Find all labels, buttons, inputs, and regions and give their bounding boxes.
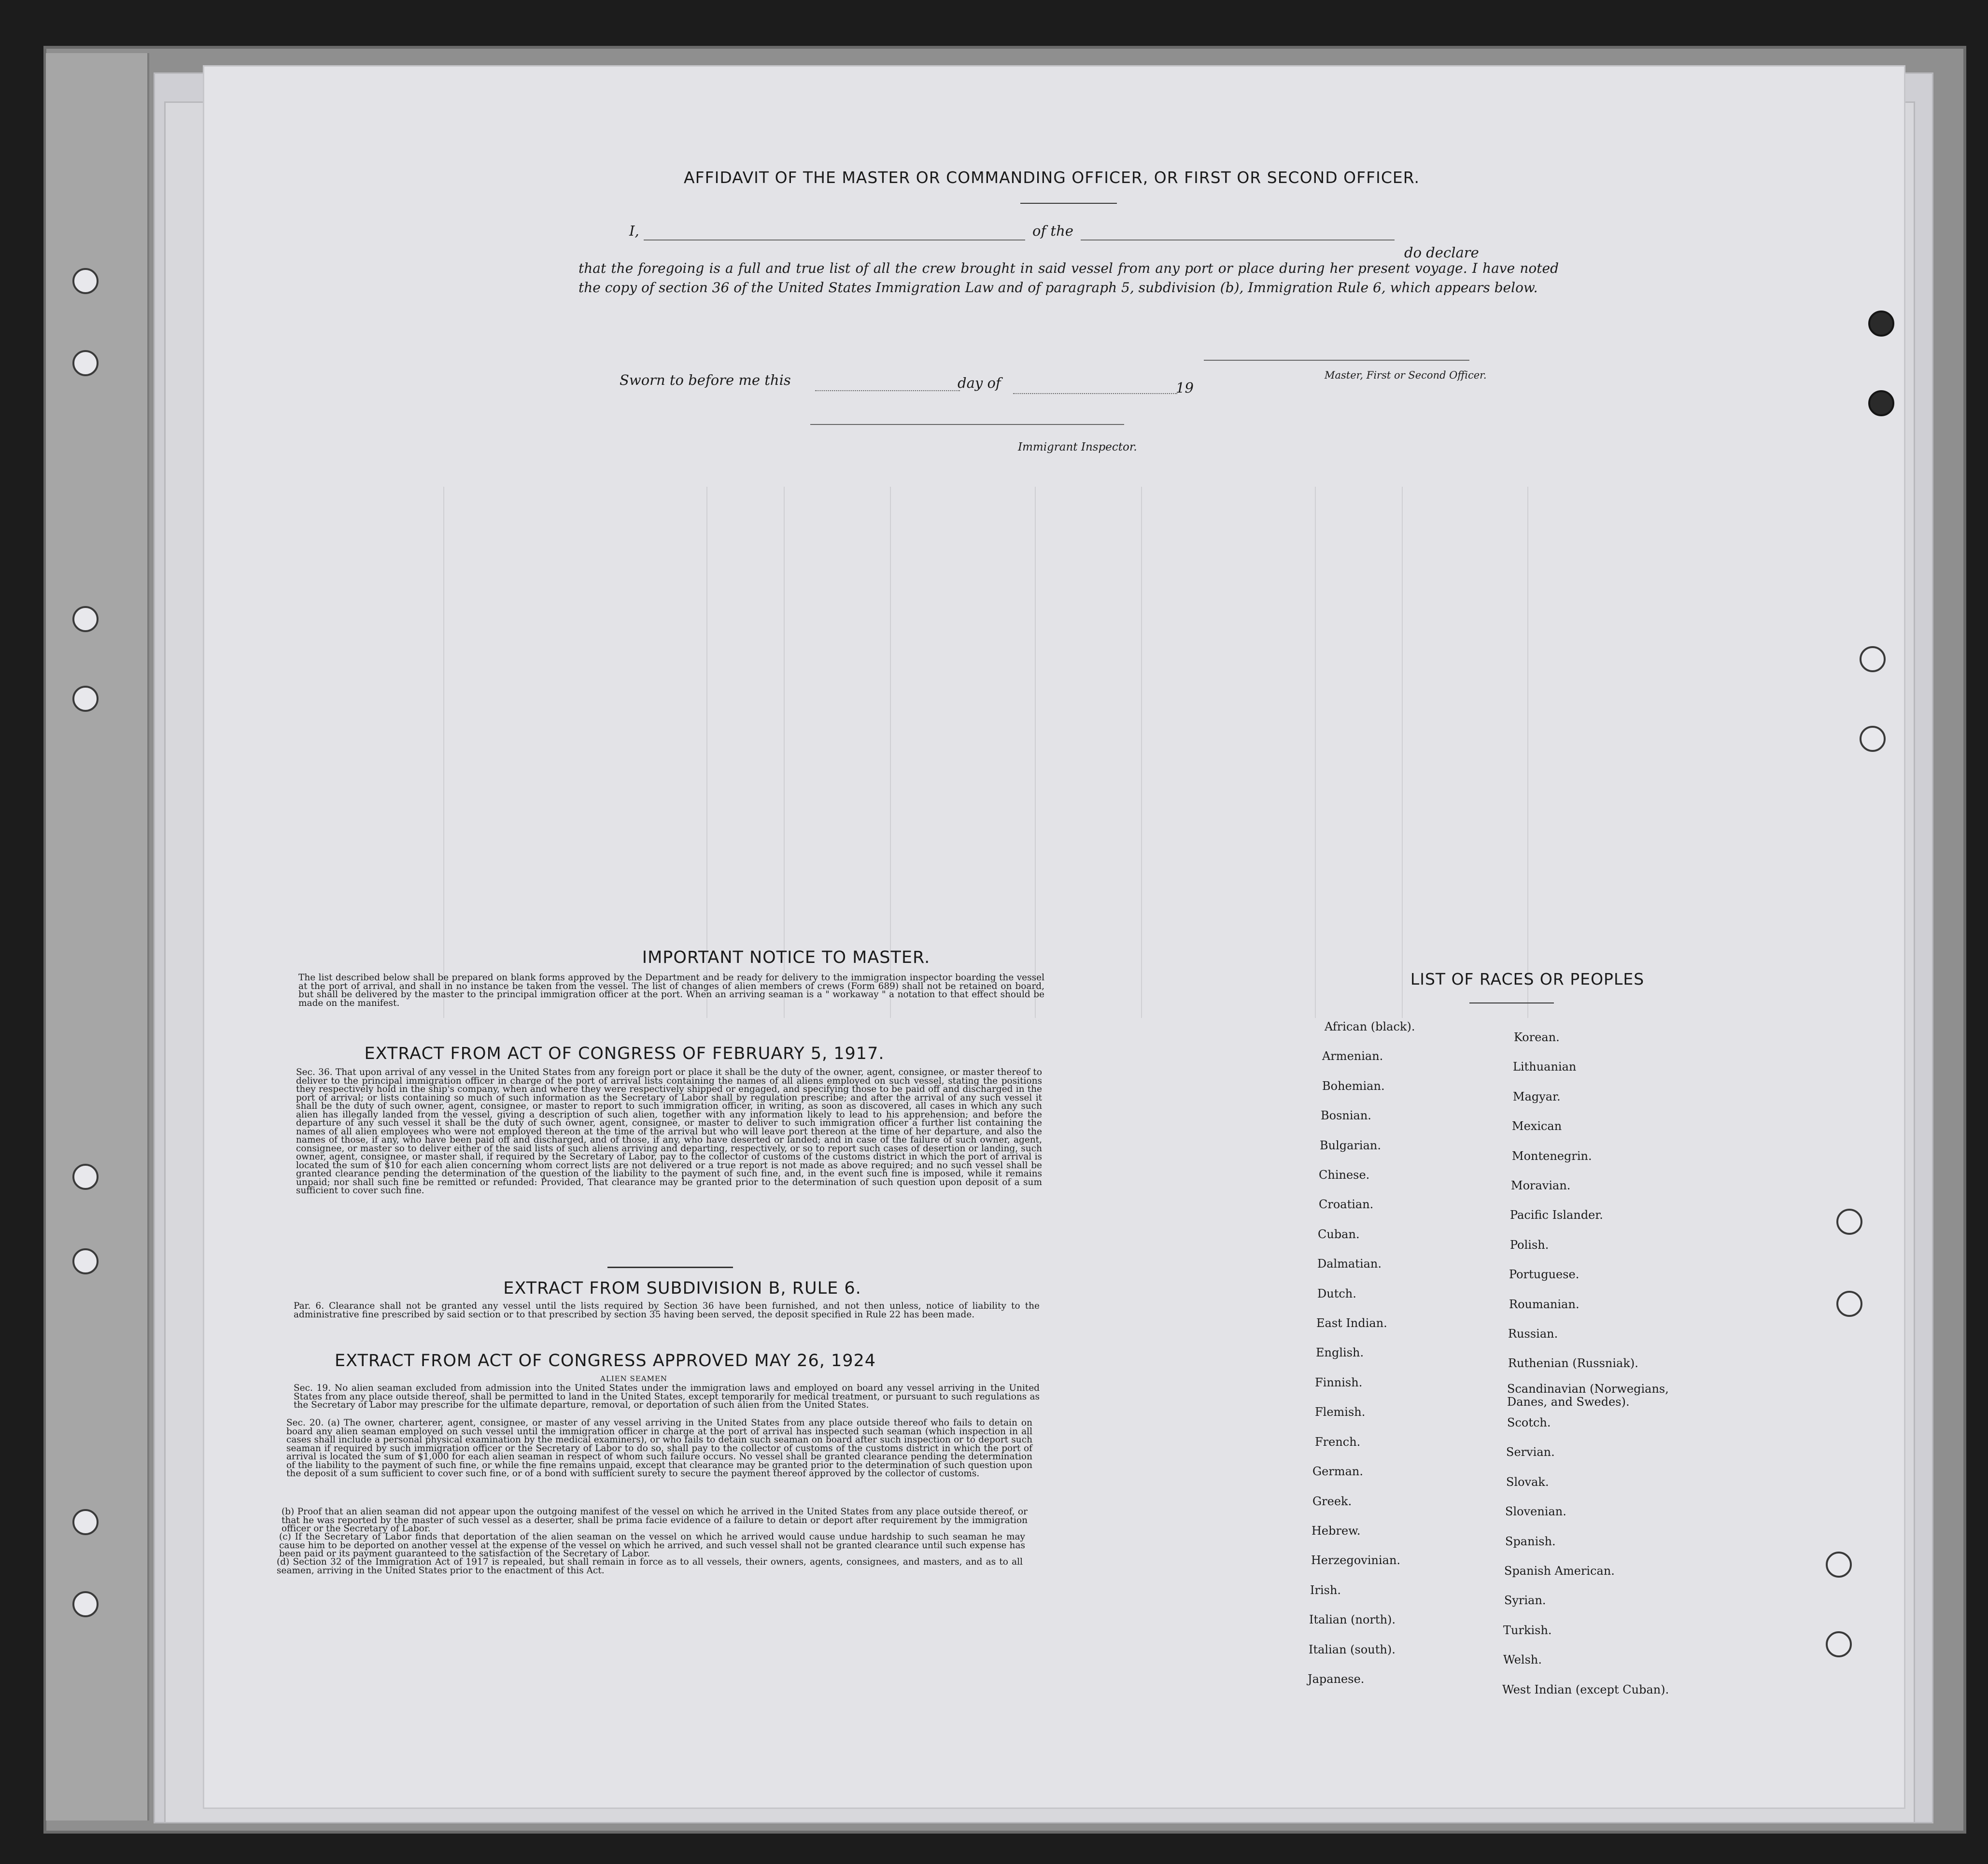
ledger-column-line — [1035, 487, 1036, 1018]
sworn-day-line — [815, 390, 960, 391]
extract-1917-rule — [607, 1267, 733, 1268]
extract-1924-subtitle: ALIEN SEAMEN — [600, 1374, 668, 1383]
race-item: Scotch. — [1507, 1415, 1551, 1429]
race-item: Slovak. — [1506, 1475, 1549, 1489]
binder-hole — [72, 1509, 99, 1535]
race-item: Chinese. — [1319, 1168, 1370, 1182]
race-item: Croatian. — [1319, 1198, 1374, 1212]
race-item: Roumanian. — [1509, 1297, 1579, 1311]
race-item: Moravian. — [1511, 1179, 1571, 1193]
binder-hole — [72, 350, 99, 376]
punch-hole — [1826, 1631, 1852, 1657]
race-item: German. — [1312, 1465, 1363, 1479]
extract-rule6-text: Par. 6. Clearance shall not be granted any vessel until the lists required by Section 36 have been furnished, and not then unless, notice of liability to the administrative fine prescribed by said section or to that prescribed by section 35 having been served, the deposit specified in Rule 22 has been made. — [294, 1301, 1040, 1320]
races-title: LIST OF RACES OR PEOPLES — [1410, 970, 1645, 988]
race-item: East Indian. — [1316, 1316, 1387, 1330]
punch-hole — [1868, 390, 1894, 416]
extract-1917-text: Sec. 36. That upon arrival of any vessel in the United States from any foreign port or place it shall be the duty of the owner, agent, consignee, or master thereof to deliver to the principal immigration officer in charge of the port of arrival lists containing the names of all aliens employed on such vessel, stating the positions they respectively hold in the ship's company, when and where they were respectively shipped or engaged, and specifying those to be paid off and discharged in the port of arrival; or lists containing so much of such information as the Secretary of Labor shall by regulation prescribe; and after the arrival of any such vessel it shall be the duty of such owner, agent, consignee, or master to report to such immigration officer, in writing, as soon as discovered, all cases in which any such alien has illegally landed from the vessel, giving a description of such alien, together with any information likely to lead to his apprehension; and before the departure of any such vessel it shall be the duty of such owner, agent, consignee, or master to deliver to such immigration officer a further list containing the names of all alien employees who were not employed thereon at the time of the arrival but who will leave port thereon at the time of her departure, and also the names of those, if any, who have been paid off and discharged, and of those, if any, who have deserted or landed; and in case of the failure of such owner, agent, consignee, or master so to deliver either of the said lists of such aliens arriving and departing, respectively, or so to report such cases of desertion or landing, such owner, agent, consignee, or master shall, if required by the Secretary of Labor, pay to the collector of customs of the customs district in which the port of arrival is located the sum of $10 for each alien concerning whom correct lists are not delivered or a true report is not made as above required; and no such vessel shall be granted clearance pending the determination of the question of the liability to the payment of such fine, and, in the event such fine is imposed, while it remains unpaid; nor shall such fine be remitted or refunded: Provided, That clearance may be granted prior to the determination of such question upon deposit of a sum sufficient to cover such fine. — [296, 1067, 1042, 1196]
race-item: Greek. — [1312, 1494, 1352, 1508]
race-item: Servian. — [1506, 1445, 1555, 1459]
races-left-column — [1308, 1012, 1518, 1694]
punch-hole — [1826, 1552, 1852, 1578]
race-item: Pacific Islander. — [1510, 1208, 1603, 1222]
race-item: Dutch. — [1317, 1286, 1356, 1300]
ledger-column-line — [1402, 487, 1403, 1018]
race-item: Montenegrin. — [1512, 1149, 1592, 1163]
race-item: Turkish. — [1503, 1623, 1552, 1637]
notice-text: The list described below shall be prepared on blank forms approved by the Department and be ready for delivery to the immigration inspector boarding the vessel at the port of arrival, and shall in no instance be taken from the vessel. The list of changes of alien members of crews (Form 689) shall not be retained on board, but shall be delivered by the master to the principal immigration officer at the port. When an arriving seaman is a " workaway " a notation to that effect should be made on the manifest. — [298, 973, 1044, 1008]
ledger-column-line — [1141, 487, 1142, 1018]
ledger-column-line — [443, 487, 444, 1018]
extract-1924-sec20c: (c) If the Secretary of Labor finds that deportation of the alien seaman on the vessel on which he arrived would cause undue hardship to such seaman he may cause him to be deported on another vessel at the expense of the vessel on which he arrived, and such vessel shall not be granted clearance until such expense has been paid or its payment guaranteed to the satisfaction of the Secretary of Labor. — [279, 1532, 1025, 1559]
race-item: Spanish American. — [1504, 1564, 1615, 1578]
race-item: Finnish. — [1315, 1375, 1363, 1389]
race-item: Bulgarian. — [1320, 1138, 1381, 1152]
document-page — [203, 65, 1905, 1809]
binder-hole — [72, 268, 99, 294]
ledger-column-line — [706, 487, 707, 1018]
officer-signature-label: Master, First or Second Officer. — [1325, 369, 1487, 381]
punch-hole — [1868, 311, 1894, 337]
extract-1924-sec20a: Sec. 20. (a) The owner, charterer, agent, consignee, or master of any vessel arriving in the United States from any place outside thereof who fails to detain on board any alien seaman employed on such vessel until the immigration officer in charge at the port of arrival has inspected such seaman (which inspection in all cases shall include a personal physical examination by the medical examiners), or who fails to detain such seaman on board after such inspection or to deport such seaman if required by such immigration officer or the Secretary of Labor to do so, shall pay to the collector of customs of the customs district in which the port of arrival is located the sum of $1,000 for each alien seaman in respect of whom such failure occurs. No vessel shall be granted clearance pending the determination of the liability to the payment of such fine, or while the fine remains unpaid, except that clearance may be granted prior to the determination of such question upon the deposit of a sum sufficient to cover such fine, or of a bond with sufficient surety to secure the payment thereof approved by the collector of customs. — [286, 1418, 1032, 1479]
sworn-day-of-label: day of — [958, 375, 1001, 391]
binder-spine — [46, 53, 149, 1821]
extract-1924-sec19: Sec. 19. No alien seaman excluded from admission into the United States under the immigration laws and employed on board any vessel arriving in the United States from any place outside thereof, shall be permitted to land in the United States, except temporarily for medical treatment, or pursuant to such regulations as the Secretary of Labor may prescribe for the ultimate departure, removal, or deportation of such alien from the United States. — [294, 1383, 1040, 1410]
punch-hole — [1860, 646, 1886, 672]
race-item: Korean. — [1514, 1031, 1560, 1044]
punch-hole — [1836, 1209, 1862, 1235]
race-item: Spanish. — [1505, 1534, 1556, 1548]
inspector-signature-label: Immigrant Inspector. — [1018, 441, 1137, 453]
sworn-label: Sworn to before me this — [620, 372, 791, 388]
affidavit-declare-label: do declare — [1404, 244, 1479, 261]
race-item: Mexican — [1512, 1119, 1562, 1133]
sworn-year-label: 19 — [1176, 380, 1194, 396]
race-item: Polish. — [1510, 1238, 1549, 1252]
race-item: Ruthenian (Russniak). — [1508, 1356, 1638, 1370]
affidavit-statement: that the foregoing is a full and true list of all the crew brought in said vessel from any port or place during her present voyage. I have noted the copy of section 36 of the United States Immigration Law and of paragraph 5, subdivision (b), Immigration Rule 6, which appears below. — [578, 260, 1559, 296]
affidavit-title: AFFIDAVIT OF THE MASTER OR COMMANDING OFFICER, OR FIRST OR SECOND OFFICER. — [684, 168, 1420, 187]
race-item: Welsh. — [1503, 1653, 1542, 1667]
punch-hole — [1860, 726, 1886, 752]
race-item: West Indian (except Cuban). — [1502, 1682, 1669, 1696]
race-item: Bosnian. — [1321, 1109, 1371, 1123]
ledger-column-line — [1527, 487, 1528, 1018]
binder-hole — [72, 1164, 99, 1190]
race-item: Herzegovinian. — [1311, 1553, 1401, 1567]
binder-hole — [72, 1248, 99, 1274]
race-item: Cuban. — [1318, 1227, 1360, 1241]
notice-title: IMPORTANT NOTICE TO MASTER. — [642, 948, 931, 967]
ledger-column-line — [890, 487, 891, 1018]
race-item: English. — [1316, 1346, 1364, 1360]
race-item: Magyar. — [1513, 1089, 1561, 1103]
race-item: Portuguese. — [1509, 1268, 1579, 1282]
race-item: Japanese. — [1308, 1672, 1365, 1686]
sworn-month-line — [1013, 393, 1177, 394]
binder-hole — [72, 686, 99, 712]
binder-hole — [72, 606, 99, 632]
extract-1924-sec20d: (d) Section 32 of the Immigration Act of 1917 is repealed, but shall remain in force as to all vessels, their owners, agents, consignees, and masters, and as to all seamen, arriving in the United States prior to the enactment of this Act. — [277, 1557, 1023, 1576]
race-item: Italian (south). — [1309, 1642, 1396, 1656]
extract-1924-sec20b: (b) Proof that an alien seaman did not appear upon the outgoing manifest of the vessel on which he arrived in the United States from any place outside thereof, or that he was reported by the master of such vessel as a deserter, shall be prima facie evidence of a failure to detain or deport after requirement by the immigration officer or the Secretary of Labor. — [282, 1507, 1028, 1534]
race-item: Hebrew. — [1311, 1524, 1361, 1538]
extract-1917-title: EXTRACT FROM ACT OF CONGRESS OF FEBRUARY 5, 1917. — [364, 1044, 885, 1063]
race-item: African (black). — [1325, 1020, 1415, 1033]
race-item: Irish. — [1310, 1583, 1341, 1597]
ledger-column-line — [1315, 487, 1316, 1018]
punch-hole — [1836, 1291, 1862, 1317]
extract-1924-title: EXTRACT FROM ACT OF CONGRESS APPROVED MAY 26, 1924 — [335, 1351, 876, 1370]
binder-hole — [72, 1591, 99, 1617]
race-item: Italian (north). — [1309, 1613, 1396, 1627]
officer-signature-line — [1204, 360, 1469, 361]
race-item: Slovenian. — [1505, 1505, 1566, 1519]
race-item: Scandinavian (Norwegians, Danes, and Swedes). — [1507, 1382, 1669, 1409]
race-item: Lithuanian — [1513, 1060, 1577, 1074]
race-item: Dalmatian. — [1317, 1257, 1382, 1271]
race-item: Bohemian. — [1322, 1079, 1385, 1093]
race-item: Russian. — [1508, 1327, 1558, 1341]
affidavit-i-label: I, — [629, 223, 639, 239]
inspector-signature-line — [810, 424, 1124, 425]
affidavit-of-the-label: of the — [1032, 223, 1073, 239]
race-item: Flemish. — [1315, 1405, 1366, 1419]
races-right-column — [1503, 1023, 1754, 1705]
ledger-column-line — [784, 487, 785, 1018]
race-item: Armenian. — [1322, 1049, 1383, 1063]
extract-rule6-title: EXTRACT FROM SUBDIVISION B, RULE 6. — [503, 1279, 861, 1298]
race-item: Syrian. — [1504, 1594, 1546, 1608]
race-item: French. — [1315, 1435, 1361, 1449]
affidavit-title-rule — [1020, 203, 1117, 204]
